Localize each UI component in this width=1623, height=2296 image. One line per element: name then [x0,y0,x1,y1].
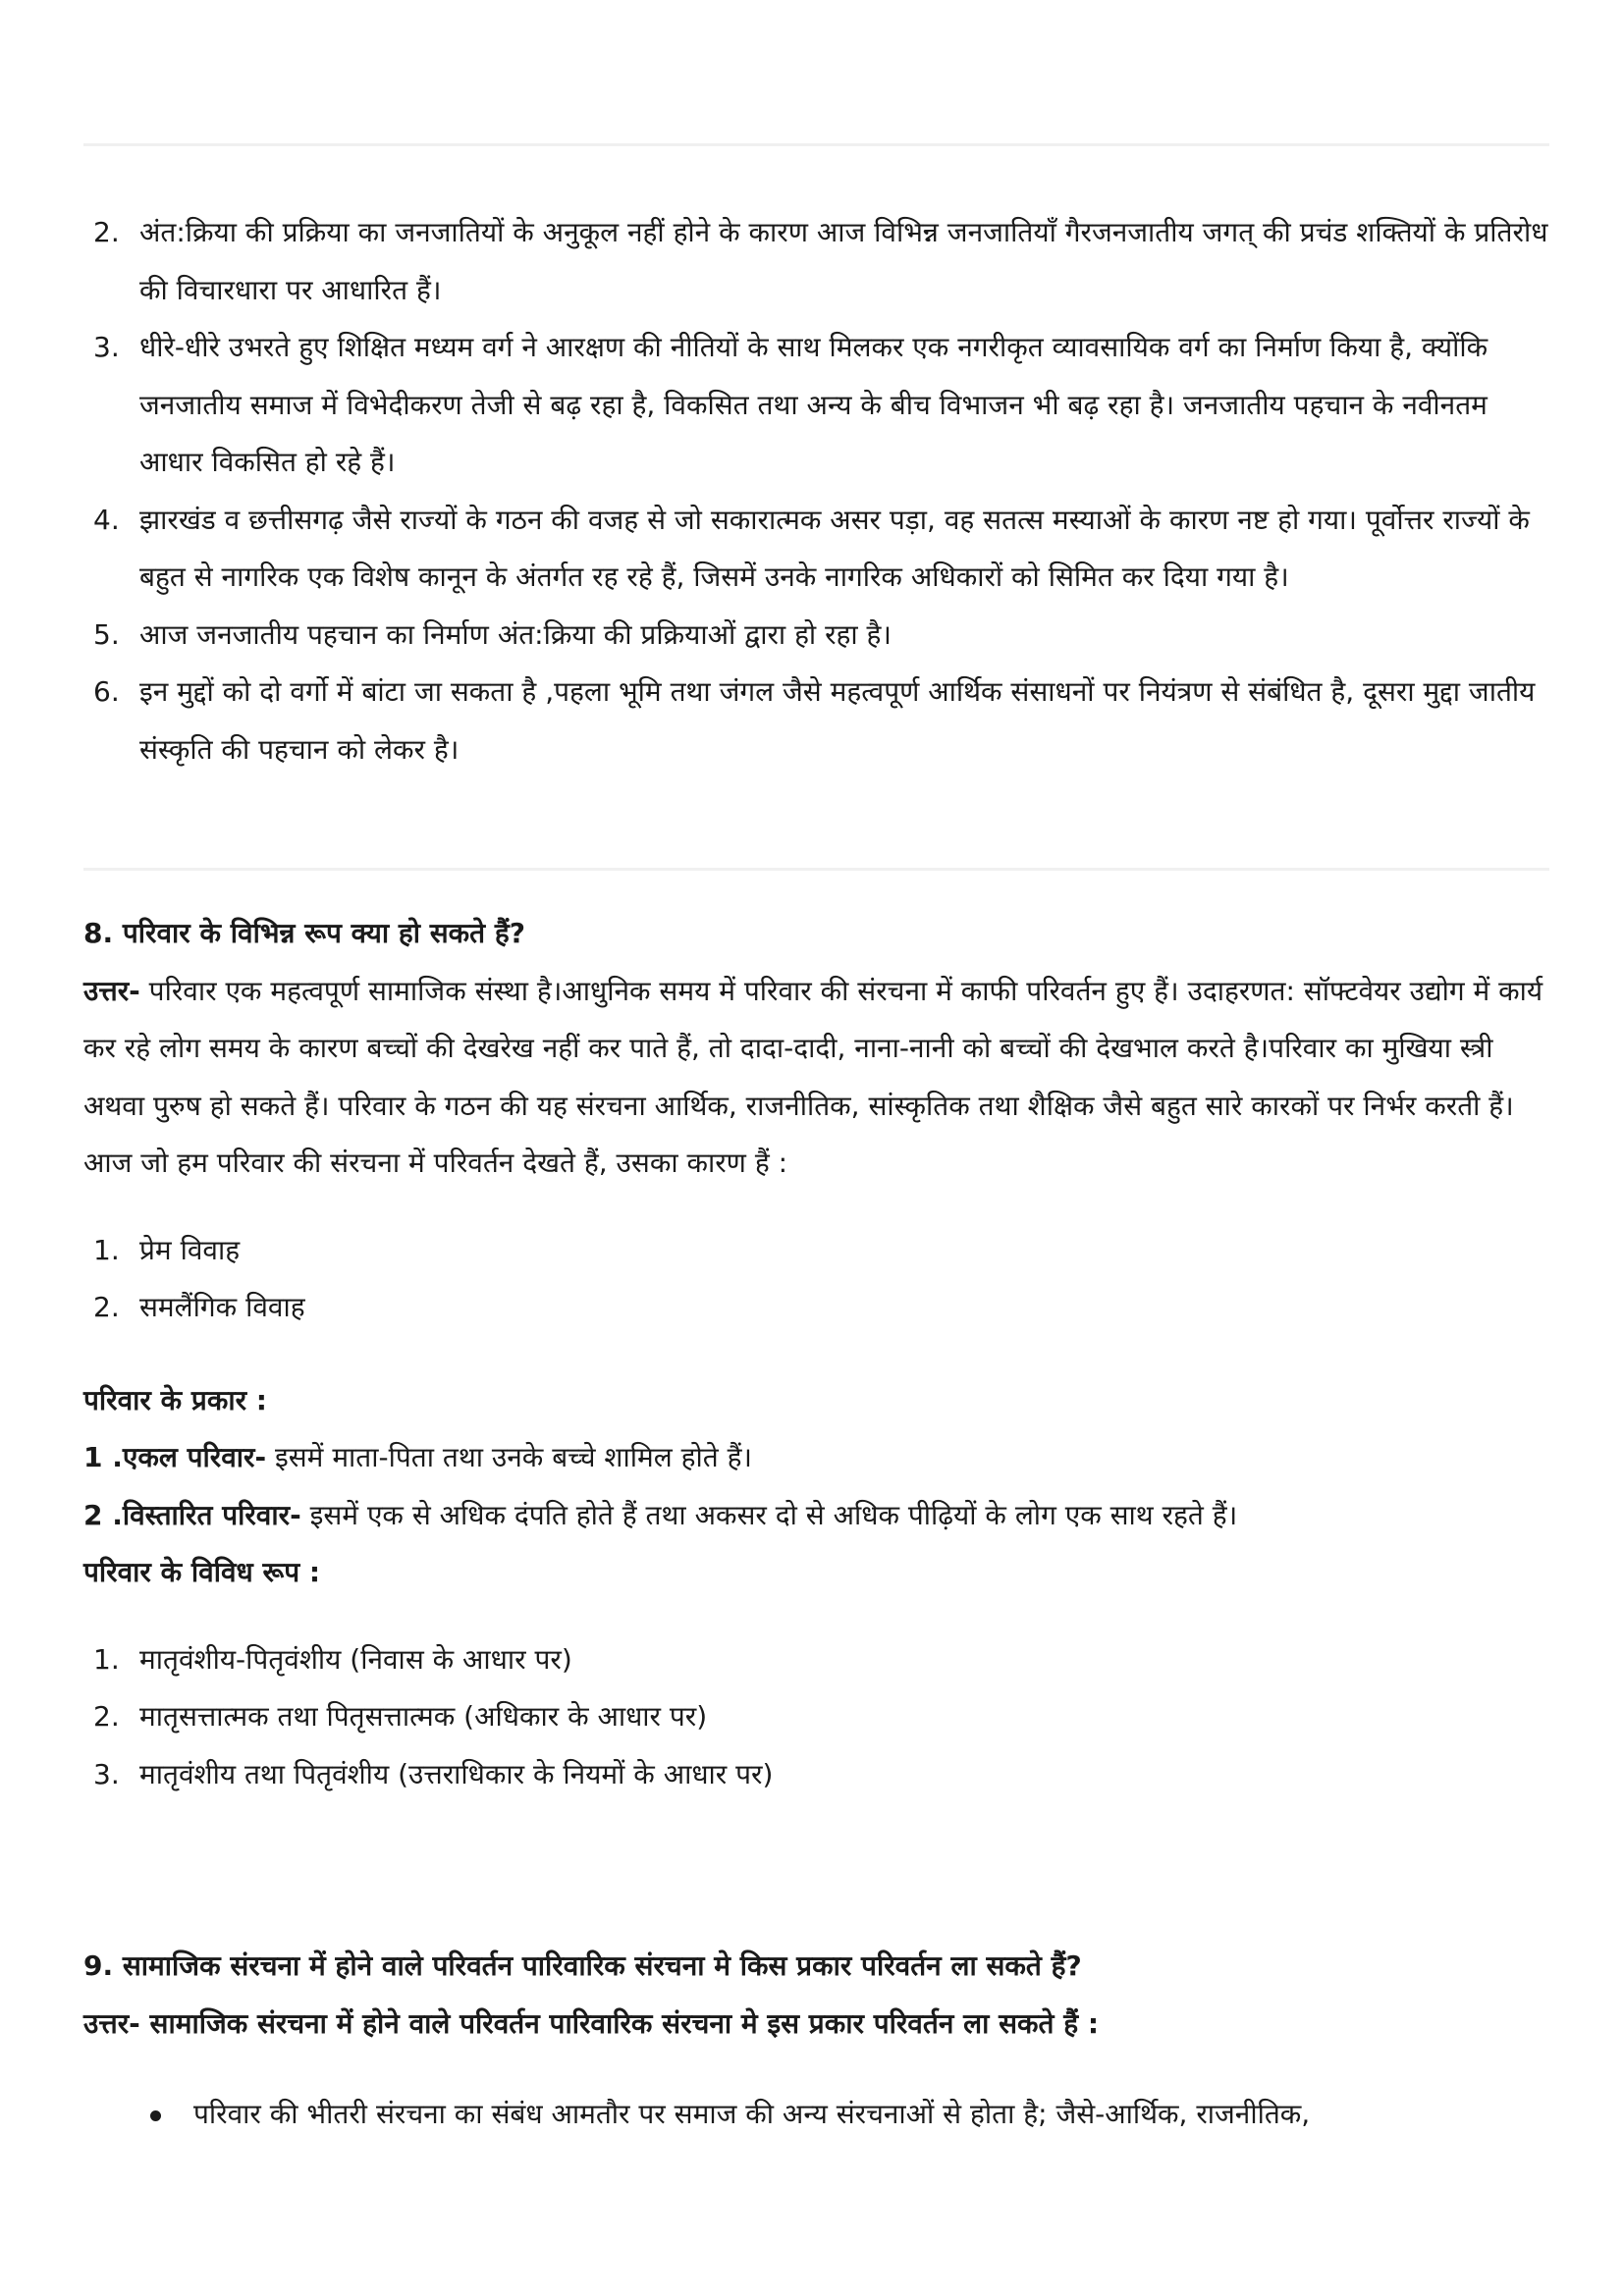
list-number: 3. [93,331,120,363]
answer-heading: उत्तर- सामाजिक संरचना में होने वाले परिवर्तन पारिवारिक संरचना मे इस प्रकार परिवर्तन ला सकते हैं : [83,2006,1100,2040]
list-text: झारखंड व छत्तीसगढ़ जैसे राज्यों के गठन की वजह से जो सकारात्मक असर पड़ा, वह सतत्स मस्याओं के कारण नष्ट हो गया। पूर्वोत्तर राज्यों के बहुत से नागरिक एक विशेष कानून के अंतर्गत रह रहे हैं, जिसमें उनके नागरिक अधिकारों को सिमित कर दिया गया है। [139,503,1530,593]
answer-text: परिवार एक महत्वपूर्ण सामाजिक संस्था है।आधुनिक समय में परिवार की संरचना में काफी परिवर्तन हुए हैं। उदाहरणत: सॉफ्टवेयर उद्योग में कार्य कर रहे लोग समय के कारण बच्चों की देखरेख नहीं कर पाते हैं, तो दादा-दादी, नाना-नानी को बच्चों की देखभाल करते है।परिवार का मुखिया स्त्री अथवा पुरुष हो सकते हैं। परिवार के गठन की यह संरचना आर्थिक, राजनीतिक, सांस्कृतिक तथा शैक्षिक जैसे बहुत सारे कारकों पर निर्भर करती हैं। [83,974,1543,1122]
list-number: 6. [93,675,120,708]
answer-paragraph [83,963,1556,1136]
bullet-item [83,2086,1556,2144]
list-number: 4. [93,503,120,536]
list-text: अंत:क्रिया की प्रक्रिया का जनजातियों के अनुकूल नहीं होने के कारण आज विभिन्न जनजातियाँ गैरजनजातीय जगत् की प्रचंड शक्तियों के प्रतिरोध की विचारधारा पर आधारित हैं। [139,216,1548,306]
question-heading: 9. सामाजिक संरचना में होने वाले परिवर्तन पारिवारिक संरचना मे किस प्रकार परिवर्तन ला सकते हैं? [83,1949,1082,1982]
type-label: 2 .विस्तारित परिवार- [83,1498,301,1531]
list-item [83,1279,1556,1337]
type-item [83,1487,1556,1545]
divider [83,143,1549,146]
list-item [83,319,1556,492]
list-text: इन मुद्दों को दो वर्गो में बांटा जा सकता है ,पहला भूमि तथा जंगल जैसे महत्वपूर्ण आर्थिक संसाधनों पर नियंत्रण से संबंधित है, दूसरा मुद्दा जातीय संस्कृति की पहचान को लेकर है। [139,675,1536,766]
list-item [83,1631,1556,1689]
list-item [83,1746,1556,1804]
list-number: 5. [93,617,120,651]
list-number: 2. [93,1291,120,1323]
list-text: धीरे-धीरे उभरते हुए शिक्षित मध्यम वर्ग ने आरक्षण की नीतियों के साथ मिलकर एक नगरीकृत व्यावसायिक वर्ग का निर्माण किया है, क्योंकि जनजातीय समाज में विभेदीकरण तेजी से बढ़ रहा है, विकसित तथा अन्य के बीच विभाजन भी बढ़ रहा है। जनजातीय पहचान के नवीनतम आधार विकसित हो रहे हैं। [139,331,1488,478]
divider [83,868,1549,871]
list-item [83,607,1556,665]
list-number: 1. [93,1233,120,1266]
list-number: 3. [93,1757,120,1790]
list-text: मातृवंशीय-पितृवंशीय (निवास के आधार पर) [139,1642,572,1676]
list-item [83,664,1556,778]
question-9 [83,1938,1556,2144]
answer-label: उत्तर- [83,974,140,1007]
section-heading: परिवार के प्रकार : [83,1383,267,1416]
list-item [83,1222,1556,1280]
list-number: 2. [93,216,120,248]
list-item [83,492,1556,607]
list-item [83,204,1556,319]
bullet-text: परिवार की भीतरी संरचना का संबंध आमतौर पर समाज की अन्य संरचनाओं से होता है; जैसे-आर्थिक, राजनीतिक, [193,2098,1311,2130]
type-item [83,1429,1556,1487]
type-label: 1 .एकल परिवार- [83,1441,267,1473]
list-item [83,1688,1556,1746]
type-text: इसमें माता-पिता तथा उनके बच्चे शामिल होते हैं। [266,1441,753,1473]
question-8 [83,905,1556,1803]
question-heading: 8. परिवार के विभिन्न रूप क्या हो सकते हैं? [83,917,525,949]
list-text: समलैंगिक विवाह [139,1291,305,1323]
numbered-list-issues [83,204,1556,778]
section-heading: परिवार के विविध रूप : [83,1556,321,1588]
type-text: इसमें एक से अधिक दंपति होते हैं तथा अकसर दो से अधिक पीढ़ियों के लोग एक साथ रहते हैं। [300,1498,1238,1531]
list-text: मातृवंशीय तथा पितृवंशीय (उत्तराधिकार के नियमों के आधार पर) [139,1757,774,1790]
bullet-icon [150,2110,161,2121]
list-number: 2. [93,1700,120,1733]
list-text: प्रेम विवाह [139,1233,241,1266]
list-number: 1. [93,1642,120,1676]
list-text: आज जनजातीय पहचान का निर्माण अंत:क्रिया की प्रक्रियाओं द्वारा हो रहा है। [139,617,893,651]
reason-intro: आज जो हम परिवार की संरचना में परिवर्तन देखते हैं, उसका कारण हैं : [83,1147,788,1179]
list-text: मातृसत्तात्मक तथा पितृसत्तात्मक (अधिकार के आधार पर) [139,1700,708,1733]
